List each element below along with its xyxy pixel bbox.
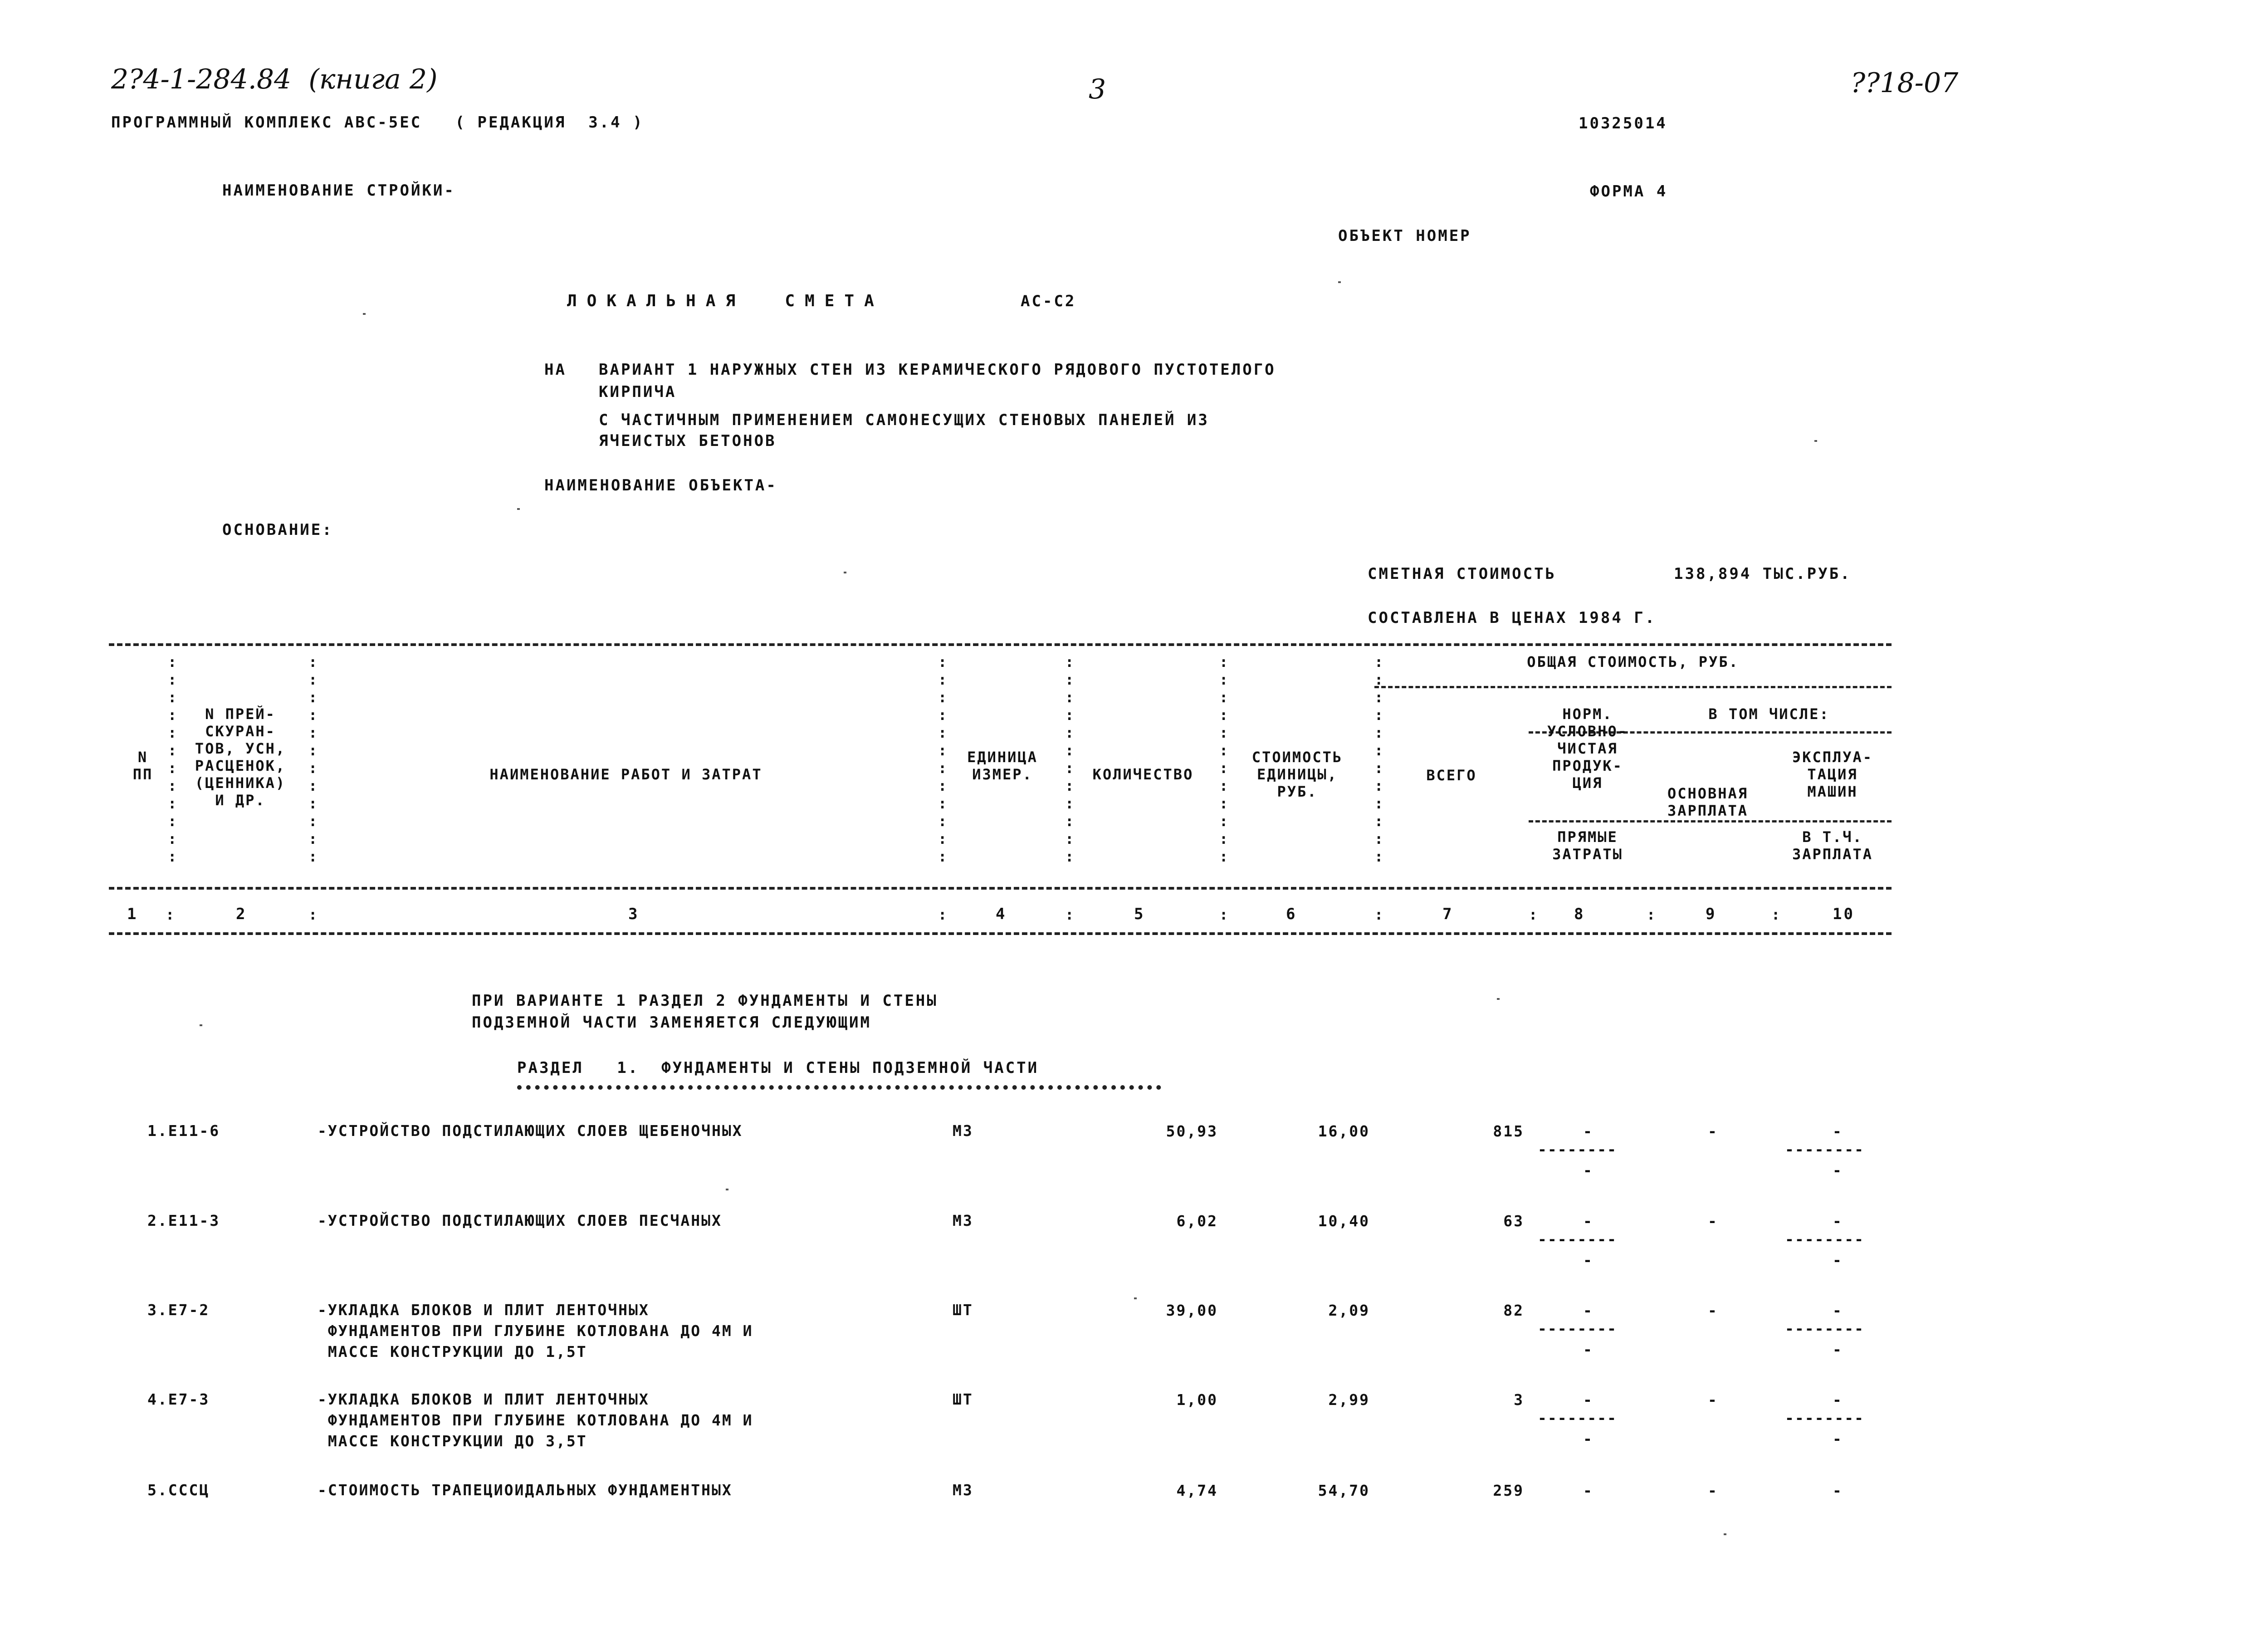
- document-code: 10325014: [1579, 114, 1667, 132]
- row-unit-cost: 16,00: [1318, 1122, 1370, 1140]
- column-number: 2: [236, 905, 247, 923]
- row-code: 4.Е7-3: [147, 1390, 210, 1408]
- column-header-total-cost: ОБЩАЯ СТОИМОСТЬ, РУБ.: [1527, 653, 1739, 671]
- column-number: 8: [1574, 905, 1585, 923]
- scan-speck: [200, 1024, 202, 1026]
- scan-speck: [1134, 1297, 1137, 1299]
- estimate-description-2: КИРПИЧА: [599, 383, 677, 401]
- estimate-on-prefix: НА: [544, 361, 567, 379]
- scan-speck: [726, 1189, 728, 1190]
- section-title-underline: [517, 1085, 1161, 1090]
- row-unit-cost: 2,09: [1328, 1302, 1370, 1319]
- row-total: 63: [1503, 1212, 1524, 1230]
- column-header-machinery: ЭКСПЛУА- ТАЦИЯ МАШИН: [1792, 749, 1873, 800]
- handwritten-document-code: 2?4-1-284.84 (книга 2): [111, 64, 438, 95]
- table-header-bottom-rule: [109, 887, 1892, 890]
- column-number: 9: [1706, 905, 1717, 923]
- column-header-price-code: N ПРЕЙ- СКУРАН- ТОВ, УСН, РАСЦЕНОК, (ЦЕННИКА) И ДР.: [195, 705, 286, 809]
- row-salary-value: -: [1708, 1302, 1718, 1319]
- row-total: 82: [1503, 1302, 1524, 1319]
- scan-speck: [844, 572, 846, 573]
- handwritten-page-number: 3: [1089, 73, 1106, 105]
- row-total: 259: [1493, 1482, 1524, 1499]
- column-header-unit-cost: СТОИМОСТЬ ЕДИНИЦЫ, РУБ.: [1251, 749, 1343, 800]
- row-salary-value: -: [1708, 1212, 1718, 1230]
- estimate-title-code: АС-С2: [1021, 292, 1076, 310]
- row-machinery-value: -: [1833, 1391, 1843, 1409]
- row-quantity: 1,00: [1176, 1391, 1218, 1409]
- row-name: -УКЛАДКА БЛОКОВ И ПЛИТ ЛЕНТОЧНЫХ ФУНДАМЕНТОВ ПРИ ГЛУБИНЕ КОТЛОВАНА ДО 4М И МАССЕ КОНСТРУКЦИИ ДО 1,5Т: [318, 1301, 753, 1361]
- estimate-description-4: ЯЧЕИСТЫХ БЕТОНОВ: [599, 432, 777, 450]
- row-machinery-divider: --------: [1785, 1409, 1864, 1427]
- row-norm-value: -: [1583, 1391, 1593, 1409]
- program-name: ПРОГРАММНЫЙ КОМПЛЕКС АВС-5ЕС ( РЕДАКЦИЯ 3.4 ): [111, 113, 644, 132]
- column-number: 6: [1286, 905, 1297, 923]
- handwritten-sheet-number: ??18-07: [1851, 67, 1959, 99]
- column-number-separators: :: [1219, 906, 1229, 923]
- column-header-unit: ЕДИНИЦА ИЗМЕР.: [967, 749, 1038, 783]
- total-subheader-rule: [1374, 686, 1892, 688]
- row-salary-value: -: [1708, 1482, 1718, 1499]
- row-norm-value: -: [1583, 1482, 1593, 1499]
- row-direct-value: -: [1583, 1251, 1593, 1269]
- estimated-cost-label: СМЕТНАЯ СТОИМОСТЬ: [1368, 565, 1556, 583]
- row-norm-value: -: [1583, 1302, 1593, 1319]
- column-number-separators: :: [1771, 906, 1781, 923]
- construction-name-label: НАИМЕНОВАНИЕ СТРОЙКИ-: [222, 181, 455, 200]
- column-number: 7: [1442, 905, 1454, 923]
- prices-year-label: СОСТАВЛЕНА В ЦЕНАХ 1984 Г.: [1368, 609, 1657, 627]
- basis-label: ОСНОВАНИЕ:: [222, 521, 333, 539]
- row-machinery-value: -: [1833, 1122, 1843, 1140]
- row-unit: ШТ: [953, 1301, 973, 1319]
- row-unit: ШТ: [953, 1390, 973, 1408]
- row-norm-divider: --------: [1538, 1141, 1617, 1158]
- column-separator: : : : : : : : : : : : :: [168, 653, 178, 865]
- row-machinery-salary-value: -: [1833, 1341, 1843, 1358]
- row-code: 1.Е11-6: [147, 1122, 220, 1140]
- estimate-description-3: С ЧАСТИЧНЫМ ПРИМЕНЕНИЕМ САМОНЕСУЩИХ СТЕНОВЫХ ПАНЕЛЕЙ ИЗ: [599, 411, 1209, 429]
- row-machinery-value: -: [1833, 1212, 1843, 1230]
- row-machinery-salary-value: -: [1833, 1161, 1843, 1179]
- row-norm-divider: --------: [1538, 1320, 1617, 1337]
- row-norm-value: -: [1583, 1122, 1593, 1140]
- row-code: 5.СССЦ: [147, 1481, 210, 1499]
- form-label: ФОРМА 4: [1590, 182, 1668, 201]
- row-unit: М3: [953, 1481, 973, 1499]
- column-number: 4: [996, 905, 1007, 923]
- column-number-separators: :: [1065, 906, 1075, 923]
- row-salary-value: -: [1708, 1122, 1718, 1140]
- column-number-separators: :: [1647, 906, 1657, 923]
- column-number-separators: :: [308, 906, 318, 923]
- row-norm-divider: --------: [1538, 1230, 1617, 1248]
- norm-subheader-rule: [1529, 820, 1892, 822]
- replacement-note-line-1: ПРИ ВАРИАНТЕ 1 РАЗДЕЛ 2 ФУНДАМЕНТЫ И СТЕНЫ: [472, 992, 938, 1010]
- row-total: 815: [1493, 1122, 1524, 1140]
- row-quantity: 6,02: [1176, 1212, 1218, 1230]
- column-header-machinery-salary: В Т.Ч. ЗАРПЛАТА: [1792, 828, 1873, 863]
- column-number: 5: [1134, 905, 1145, 923]
- column-separator: : : : : : : : : : : : :: [1065, 653, 1075, 865]
- row-unit-cost: 10,40: [1318, 1212, 1370, 1230]
- column-number-separators: :: [166, 906, 176, 923]
- row-unit: М3: [953, 1122, 973, 1140]
- object-name-label: НАИМЕНОВАНИЕ ОБЪЕКТА-: [544, 476, 777, 494]
- column-number-separators: :: [1529, 906, 1539, 923]
- column-separator: : : : : : : : : : : : :: [308, 653, 318, 865]
- estimate-title: ЛОКАЛЬНАЯ СМЕТА: [567, 292, 884, 310]
- row-code: 2.Е11-3: [147, 1212, 220, 1229]
- object-number-label: ОБЪЕКТ НОМЕР: [1338, 227, 1471, 245]
- row-salary-value: -: [1708, 1391, 1718, 1409]
- row-machinery-salary-value: -: [1833, 1251, 1843, 1269]
- column-header-total-all: ВСЕГО: [1426, 767, 1477, 784]
- row-machinery-value: -: [1833, 1482, 1843, 1499]
- column-separator: : : : : : : : : : : : :: [1374, 653, 1384, 865]
- row-direct-value: -: [1583, 1341, 1593, 1358]
- column-header-quantity: КОЛИЧЕСТВО: [1092, 766, 1194, 783]
- row-unit-cost: 54,70: [1318, 1482, 1370, 1499]
- row-name: -УКЛАДКА БЛОКОВ И ПЛИТ ЛЕНТОЧНЫХ ФУНДАМЕНТОВ ПРИ ГЛУБИНЕ КОТЛОВАНА ДО 4М И МАССЕ КОНСТРУКЦИИ ДО 3,5Т: [318, 1390, 753, 1450]
- scan-speck: [1814, 440, 1817, 442]
- column-number-separators: :: [938, 906, 948, 923]
- row-quantity: 39,00: [1166, 1302, 1218, 1319]
- scan-speck: [363, 313, 366, 315]
- row-unit: М3: [953, 1212, 973, 1229]
- table-top-rule: [109, 643, 1892, 646]
- row-norm-value: -: [1583, 1212, 1593, 1230]
- row-quantity: 50,93: [1166, 1122, 1218, 1140]
- row-total: 3: [1514, 1391, 1524, 1409]
- row-name: -СТОИМОСТЬ ТРАПЕЦИОИДАЛЬНЫХ ФУНДАМЕНТНЫХ: [318, 1481, 733, 1499]
- estimated-cost-value: 138,894 ТЫС.РУБ.: [1674, 565, 1852, 583]
- column-header-including: В ТОМ ЧИСЛЕ:: [1708, 705, 1830, 723]
- replacement-note-line-2: ПОДЗЕМНОЙ ЧАСТИ ЗАМЕНЯЕТСЯ СЛЕДУЮЩИМ: [472, 1013, 871, 1032]
- row-norm-divider: --------: [1538, 1409, 1617, 1427]
- scan-speck: [517, 508, 520, 510]
- scan-speck: [1497, 998, 1500, 1000]
- table-numbers-bottom-rule: [109, 932, 1892, 935]
- row-code: 3.Е7-2: [147, 1301, 210, 1319]
- column-separator: : : : : : : : : : : : :: [938, 653, 948, 865]
- row-machinery-divider: --------: [1785, 1320, 1864, 1337]
- column-number-separators: :: [1374, 906, 1384, 923]
- scan-speck: [1338, 281, 1341, 283]
- column-separator: : : : : : : : : : : : :: [1219, 653, 1229, 865]
- row-machinery-value: -: [1833, 1302, 1843, 1319]
- section-title: РАЗДЕЛ 1. ФУНДАМЕНТЫ И СТЕНЫ ПОДЗЕМНОЙ ЧАСТИ: [517, 1059, 1039, 1077]
- column-header-normative: НОРМ. УСЛОВНО- ЧИСТАЯ ПРОДУК- ЦИЯ: [1547, 705, 1628, 792]
- row-unit-cost: 2,99: [1328, 1391, 1370, 1409]
- row-machinery-salary-value: -: [1833, 1430, 1843, 1448]
- row-name: -УСТРОЙСТВО ПОДСТИЛАЮЩИХ СЛОЕВ ПЕСЧАНЫХ: [318, 1212, 722, 1229]
- column-header-work-name: НАИМЕНОВАНИЕ РАБОТ И ЗАТРАТ: [489, 766, 763, 783]
- row-quantity: 4,74: [1176, 1482, 1218, 1499]
- column-header-base-salary: ОСНОВНАЯ ЗАРПЛАТА: [1667, 785, 1749, 819]
- row-machinery-divider: --------: [1785, 1141, 1864, 1158]
- row-direct-value: -: [1583, 1161, 1593, 1179]
- column-header-direct-costs: ПРЯМЫЕ ЗАТРАТЫ: [1552, 828, 1623, 863]
- column-header-row-number: N ПП: [132, 749, 153, 783]
- column-number: 3: [628, 905, 640, 923]
- column-number: 10: [1833, 905, 1855, 923]
- scan-speck: [1724, 1533, 1726, 1535]
- row-machinery-divider: --------: [1785, 1230, 1864, 1248]
- row-direct-value: -: [1583, 1430, 1593, 1448]
- column-number: 1: [127, 905, 138, 923]
- estimate-description-1: ВАРИАНТ 1 НАРУЖНЫХ СТЕН ИЗ КЕРАМИЧЕСКОГО РЯДОВОГО ПУСТОТЕЛОГО: [599, 361, 1276, 379]
- row-name: -УСТРОЙСТВО ПОДСТИЛАЮЩИХ СЛОЕВ ЩЕБЕНОЧНЫХ: [318, 1122, 743, 1140]
